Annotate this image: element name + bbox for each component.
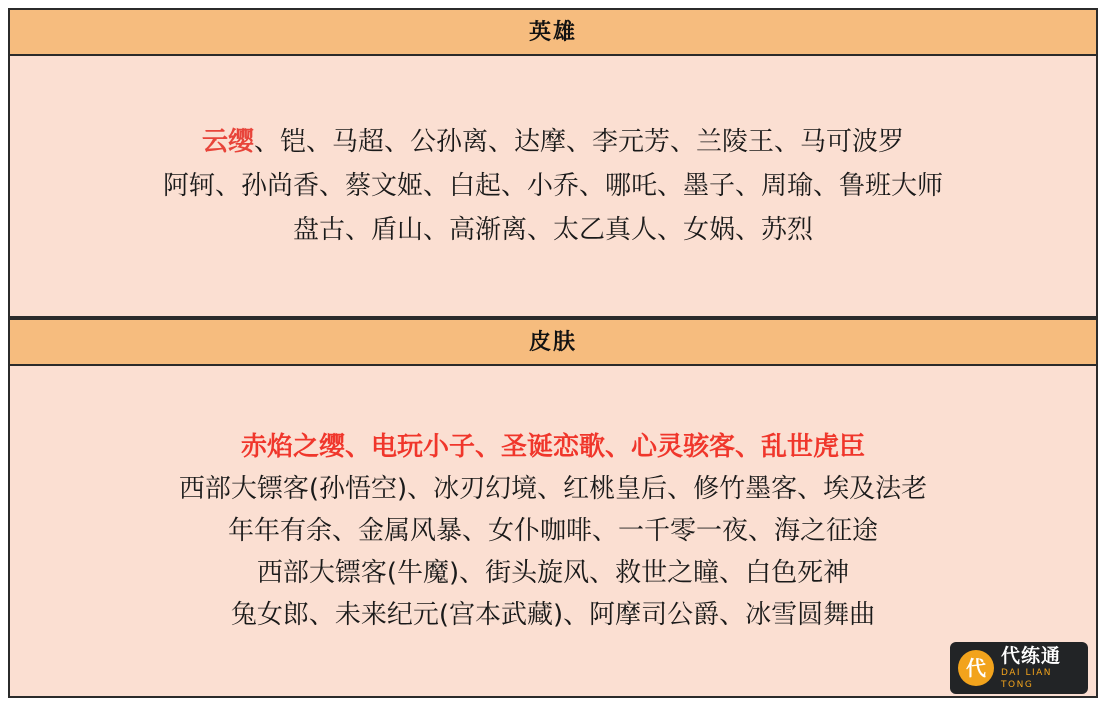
skin-line-4: 西部大镖客(牛魔)、街头旋风、救世之瞳、白色死神 <box>256 558 850 588</box>
hero-table <box>8 8 1098 318</box>
watermark-name-en: DAI LIAN TONG <box>1001 668 1053 690</box>
section-body-heroes <box>10 56 1096 316</box>
skin-line-3: 年年有余、金属风暴、女仆咖啡、一千零一夜、海之征途 <box>227 516 878 546</box>
hero-line-1-rest: 、铠、马超、公孙离、达摩、李元芳、兰陵王、马可波罗 <box>254 127 905 157</box>
watermark-text <box>1001 645 1080 691</box>
section-header-heroes: 英雄 <box>10 10 1096 56</box>
watermark-logo-glyph: 代 <box>966 656 986 680</box>
hero-line-1 <box>202 120 904 164</box>
hero-line-3: 盘古、盾山、高渐离、太乙真人、女娲、苏烈 <box>292 215 813 245</box>
watermark-name-cn: 代练通 <box>1001 645 1062 667</box>
skin-line-highlight: 赤焰之缨、电玩小子、圣诞恋歌、心灵骇客、乱世虎臣 <box>240 432 865 462</box>
hero-highlight-name: 云缨 <box>201 127 254 157</box>
skin-table <box>8 318 1098 698</box>
section-body-skins <box>10 366 1096 696</box>
content-page <box>8 8 1098 702</box>
section-header-skins: 皮肤 <box>10 320 1096 366</box>
watermark-logo-icon <box>958 650 994 686</box>
watermark <box>950 642 1088 694</box>
hero-line-2: 阿轲、孙尚香、蔡文姬、白起、小乔、哪吒、墨子、周瑜、鲁班大师 <box>162 171 943 201</box>
skin-line-2: 西部大镖客(孙悟空)、冰刃幻境、红桃皇后、修竹墨客、埃及法老 <box>178 474 928 504</box>
skin-line-5: 兔女郎、未来纪元(宫本武藏)、阿摩司公爵、冰雪圆舞曲 <box>230 600 876 630</box>
